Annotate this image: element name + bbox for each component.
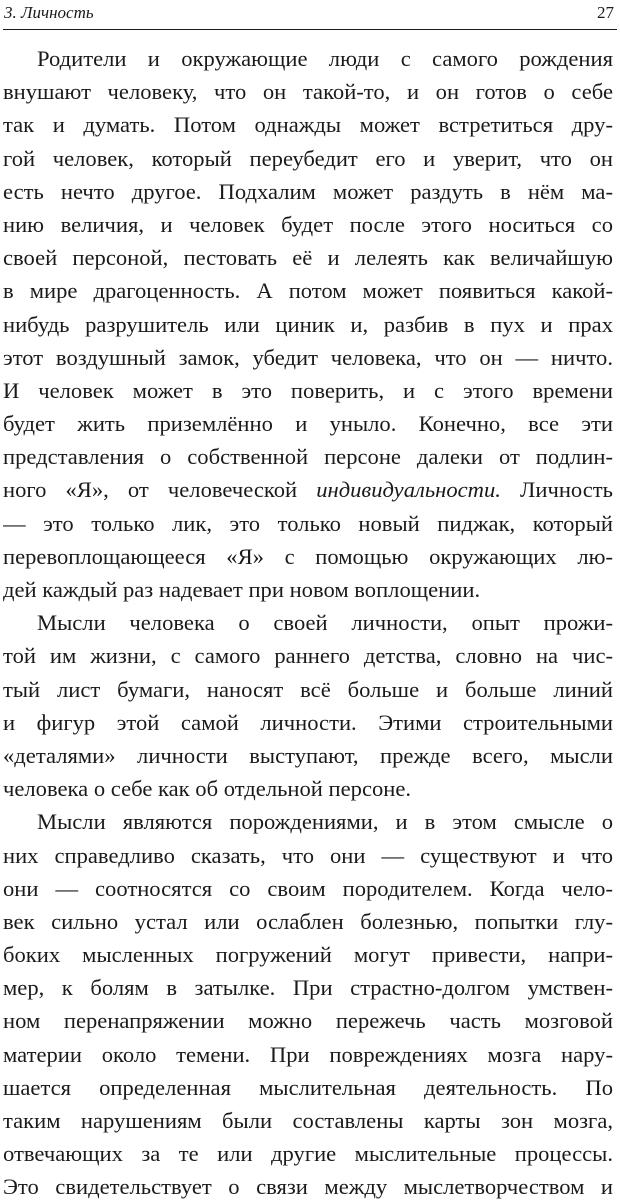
text-line: Это свидетельствует о связи между мыслетворчеством и — [3, 1174, 613, 1200]
text-line: той им жизни, с самого раннего детства, словно на чис- — [3, 643, 613, 669]
text-line: них справедливо сказать, что они — существуют и что — [3, 842, 613, 868]
text-line — [3, 473, 613, 506]
text-line: Мысли являются порождениями, и в этом смысле о — [37, 809, 613, 835]
text-line: таким нарушениям были составлены карты зон мозга, — [3, 1108, 613, 1133]
text-segment: ного «Я», от человеческой — [3, 477, 317, 503]
text-line: дей каждый раз надевает при новом воплощении. — [3, 577, 481, 602]
text-line: этот воздушный замок, убедит человека, что он — ничто. — [3, 344, 613, 370]
text-line: будет жить приземлённо и уныло. Конечно, все эти — [3, 411, 613, 437]
text-line: И человек может в это поверить, и с этого времени — [3, 377, 613, 403]
text-line: внушают человеку, что он такой-то, и он готов о себе — [3, 79, 613, 105]
text-line: так и думать. Потом однажды может встретиться дру- — [3, 112, 613, 138]
text-line: ном перенапряжении можно пережечь часть мозговой — [3, 1008, 613, 1034]
running-head — [4, 2, 614, 28]
text-line: Мысли человека о своей личности, опыт прожи- — [37, 610, 613, 636]
text-line: тый лист бумаги, наносят всё больше и больше линий — [3, 676, 613, 702]
header-rule — [3, 29, 617, 30]
text-line: человека о себе как об отдельной персоне. — [3, 776, 412, 802]
page-number: 27 — [597, 3, 614, 22]
text-segment: Личность — [500, 477, 613, 503]
text-line: нию величия, и человек будет после этого носиться со — [3, 211, 613, 237]
text-line: боких мысленных погружений могут привести, напри- — [3, 942, 613, 968]
text-line: есть нечто другое. Подхалим может раздуть в нём ма- — [3, 178, 613, 204]
text-line: материи около темени. При повреждениях мозга нару- — [3, 1041, 613, 1067]
text-line: мер, к болям в затылке. При страстно-долгом умствен- — [3, 975, 613, 1001]
text-line: и фигур этой самой личности. Этими строительными — [3, 709, 613, 735]
text-line: в мире драгоценность. А потом может появиться какой- — [3, 278, 613, 304]
text-line: век сильно устал или ослаблен болезнью, попытки глу- — [3, 908, 613, 934]
text-line: отвечающих за те или другие мыслительные процессы. — [3, 1141, 613, 1167]
text-line: — это только лик, это только новый пиджак, который — [3, 510, 613, 536]
text-line: Родители и окружающие люди с самого рождения — [37, 46, 613, 71]
text-line: представления о собственной персоне далеки от подлин- — [3, 444, 613, 470]
text-line: шается определенная мыслительная деятельность. По — [3, 1074, 613, 1100]
text-line: «деталями» личности выступают, прежде всего, мысли — [3, 742, 613, 768]
text-line: они — соотносятся со своим породителем. Когда чело- — [3, 875, 613, 901]
text-line: нибудь разрушитель или циник и, разбив в пух и прах — [3, 311, 613, 337]
italic-term: индивидуальности. — [316, 477, 501, 503]
text-line: гой человек, который переубедит его и уверит, что он — [3, 145, 613, 171]
body-text — [3, 42, 613, 1204]
chapter-title: 3. Личность — [4, 3, 94, 22]
text-line: своей персоной, пестовать её и лелеять как величайшую — [3, 245, 613, 271]
text-line: перевоплощающееся «Я» с помощью окружающих лю- — [3, 543, 613, 569]
